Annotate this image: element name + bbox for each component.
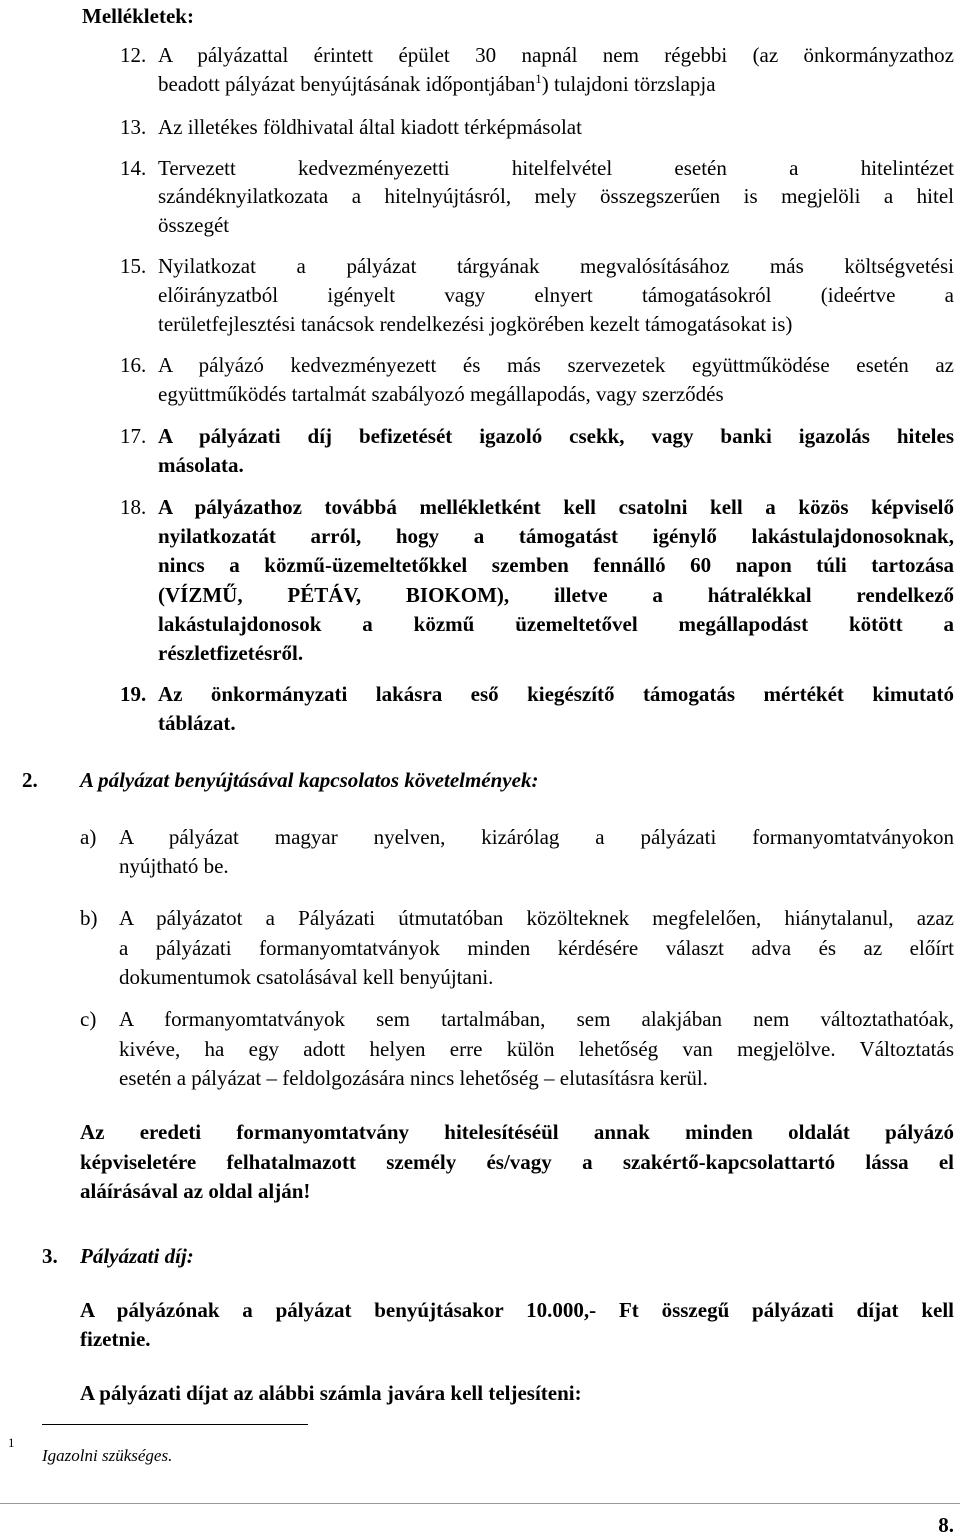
item-label: a)	[80, 825, 97, 849]
item-line: a pályázati formanyomtatványok minden kérdésére választ adva és az előírt	[119, 936, 954, 960]
item-line	[158, 72, 716, 97]
item-line: együttműködés tartalmát szabályozó megállapodás, vagy szerződés	[158, 382, 724, 406]
item-line: területfejlesztési tanácsok rendelkezési jogkörében kezelt támogatásokat is)	[158, 312, 793, 336]
fee-line: A pályázónak a pályázat benyújtásakor 10.000,- Ft összegű pályázati díjat kell	[80, 1298, 954, 1322]
item-line: (VÍZMŰ, PÉTÁV, BIOKOM), illetve a hátralékkal rendelkező	[158, 583, 954, 607]
item-number: 14.	[120, 156, 147, 180]
footnote-mark: 1	[8, 1435, 15, 1450]
item-line: A pályázatot a Pályázati útmutatóban közölteknek megfelelően, hiánytalanul, azaz	[119, 906, 954, 930]
item-label: c)	[80, 1007, 97, 1031]
fee-line: fizetnie.	[80, 1327, 151, 1351]
item-line: Nyilatkozat a pályázat tárgyának megvalósításához más költségvetési	[158, 254, 954, 278]
item-line: lakástulajdonosok a közmű üzemeltetővel megállapodást kötött a	[158, 612, 954, 636]
item-line: nincs a közmű-üzemeltetőkkel szemben fennálló 60 napon túli tartozása	[158, 553, 954, 577]
item-text: beadott pályázat benyújtásának időpontjában	[158, 72, 536, 96]
footer-divider	[0, 1503, 960, 1504]
item-line: előirányzatból igényelt vagy elnyert támogatásokról (ideértve a	[158, 283, 954, 307]
item-number: 16.	[120, 353, 147, 377]
item-line: nyilatkozatát arról, hogy a támogatást igénylő lakástulajdonosoknak,	[158, 524, 954, 548]
item-line: szándéknyilatkozata a hitelnyújtásról, mely összegszerűen is megjelöli a hitel	[158, 184, 954, 208]
section-number: 2.	[22, 768, 38, 792]
section-title: Pályázati díj:	[80, 1244, 194, 1268]
item-line: A pályázattal érintett épület 30 napnál nem régebbi (az önkormányzathoz	[158, 43, 954, 67]
section-number: 3.	[42, 1244, 58, 1268]
notice-line: aláírásával az oldal alján!	[80, 1179, 311, 1203]
item-line: táblázat.	[158, 711, 236, 735]
item-number: 18.	[120, 495, 147, 519]
item-line: másolata.	[158, 453, 244, 477]
item-number: 17.	[120, 424, 147, 448]
item-text: ) tulajdoni törzslapja	[541, 72, 716, 96]
item-line: Az önkormányzati lakásra eső kiegészítő támogatás mértékét kimutató	[158, 682, 954, 706]
item-line: A pályázathoz továbbá mellékletként kell csatolni kell a közös képviselő	[158, 495, 954, 519]
item-line: A pályázó kedvezményezett és más szervezetek együttműködése esetén az	[158, 353, 954, 377]
notice-line: Az eredeti formanyomtatvány hitelesítéséül annak minden oldalát pályázó	[80, 1120, 954, 1144]
footnote-reference: 1	[535, 71, 542, 86]
item-line: esetén a pályázat – feldolgozására nincs lehetőség – elutasításra kerül.	[119, 1066, 708, 1090]
item-line: kivéve, ha egy adott helyen erre külön lehetőség van megjelölve. Változtatás	[119, 1037, 954, 1061]
footnote-text: Igazolni szükséges.	[42, 1446, 173, 1465]
item-line: nyújtható be.	[119, 854, 229, 878]
page-number: 8.	[938, 1513, 954, 1537]
footnote-separator	[42, 1424, 308, 1425]
item-line: részletfizetésről.	[158, 641, 304, 665]
item-line: A pályázat magyar nyelven, kizárólag a pályázati formanyomtatványokon	[119, 825, 954, 849]
annex-heading: Mellékletek:	[82, 4, 194, 28]
item-label: b)	[80, 906, 98, 930]
item-line: Az illetékes földhivatal által kiadott térképmásolat	[158, 115, 582, 139]
account-line: A pályázati díjat az alábbi számla javára kell teljesíteni:	[80, 1381, 582, 1405]
item-number: 13.	[120, 115, 147, 139]
item-line: A pályázati díj befizetését igazoló csekk, vagy banki igazolás hiteles	[158, 424, 954, 448]
item-number: 15.	[120, 254, 147, 278]
item-number: 19.	[120, 682, 147, 706]
item-line: A formanyomtatványok sem tartalmában, sem alakjában nem változtathatóak,	[119, 1007, 954, 1031]
item-number: 12.	[120, 43, 147, 67]
item-line: dokumentumok csatolásával kell benyújtani.	[119, 965, 494, 989]
notice-line: képviseletére felhatalmazott személy és/vagy a szakértő-kapcsolattartó lássa el	[80, 1150, 954, 1174]
item-line: Tervezett kedvezményezetti hitelfelvétel esetén a hitelintézet	[158, 156, 954, 180]
item-line: összegét	[158, 213, 230, 237]
section-title: A pályázat benyújtásával kapcsolatos követelmények:	[80, 768, 539, 792]
